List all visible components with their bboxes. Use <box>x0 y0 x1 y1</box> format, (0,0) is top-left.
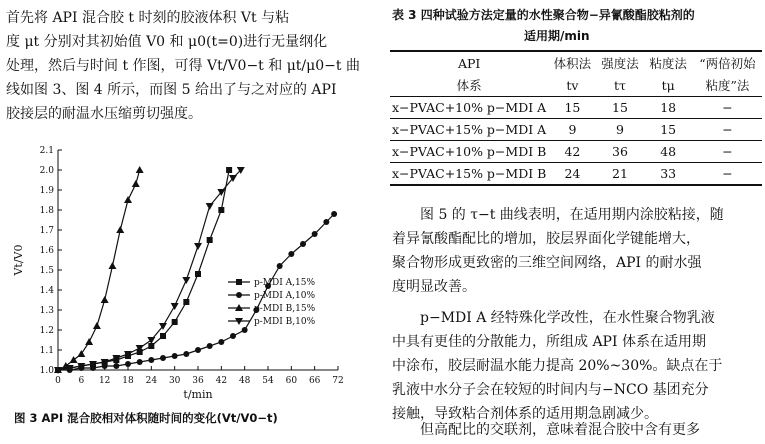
data-point <box>206 203 214 210</box>
data-point <box>124 196 132 203</box>
data-point <box>288 251 294 257</box>
table-header-cell: tμ <box>643 74 692 97</box>
legend-label: p-MDI B,10% <box>254 317 316 327</box>
right-column <box>386 0 765 444</box>
table-cell: 21 <box>597 163 644 186</box>
data-point <box>183 299 189 305</box>
text-line: 胶接层的耐温水压缩剪切强度。 <box>6 106 202 122</box>
table-cell: x−PVAC+15% p−MDI A <box>390 119 548 141</box>
figure3-line-chart <box>0 136 378 406</box>
data-point <box>148 357 154 363</box>
figure3-caption: 图 3 API 混合胶相对体积随时间的变化(Vt/V0−t) <box>14 411 278 425</box>
table3-title-line1: 表 3 四种试验方法定量的水性聚合物−异氰酸酯胶粘剂的 <box>392 8 695 22</box>
table-header-cell: tτ <box>597 74 644 97</box>
data-point <box>242 327 248 333</box>
text-line: 聚合物形成更致密的三维空间网络，API 的耐水强 <box>392 255 702 271</box>
table-cell: x−PVAC+10% p−MDI B <box>390 141 548 163</box>
legend-label: p-MDI B,15% <box>254 304 316 314</box>
table-cell: 9 <box>548 119 596 141</box>
data-point <box>108 262 116 269</box>
data-point <box>230 333 236 339</box>
y-tick-label: 1.1 <box>39 346 54 356</box>
x-tick-label: 54 <box>262 376 274 386</box>
data-point <box>136 166 144 173</box>
y-tick-label: 1.5 <box>39 266 54 276</box>
table-header-row <box>390 74 762 97</box>
table-cell: 42 <box>548 141 596 163</box>
data-point <box>207 343 213 349</box>
table-cell: 15 <box>597 97 644 119</box>
text-line: 中具有更佳的分散能力，所组成 API 体系在适用期 <box>392 334 706 350</box>
table3-title-line2: 适用期/min <box>524 29 590 43</box>
data-point <box>125 361 131 367</box>
table-row <box>390 163 762 186</box>
text-line: p−MDI A 经特殊化学改性，在水性聚合物乳液 <box>420 310 715 326</box>
table-header-row <box>390 51 762 74</box>
x-tick-label: 36 <box>192 376 204 386</box>
body-paragraph <box>392 203 764 299</box>
data-point <box>101 296 109 303</box>
data-point <box>85 338 93 345</box>
legend-label: p-MDI A,10% <box>254 291 316 301</box>
x-tick-label: 12 <box>98 376 111 386</box>
data-point <box>172 353 178 359</box>
x-tick-label: 6 <box>78 376 85 386</box>
text-line: 度明显改善。 <box>392 279 476 295</box>
data-point <box>160 333 166 339</box>
data-point <box>300 241 306 247</box>
text-line: 图 5 的 τ−t 曲线表明，在适用期内涂胶粘接，随 <box>420 207 724 223</box>
x-tick-label: 60 <box>285 376 298 386</box>
data-point <box>218 339 224 345</box>
table-cell: 24 <box>548 163 596 186</box>
data-point <box>331 211 337 217</box>
table-cell: − <box>693 119 762 141</box>
data-point <box>323 219 329 225</box>
table-header-cell: tv <box>548 74 596 97</box>
data-point <box>277 263 283 269</box>
table-header-cell: 粘度法 <box>643 51 692 74</box>
data-point <box>312 231 318 237</box>
y-tick-label: 1.8 <box>39 206 54 216</box>
text-line: 着异氰酸酯配比的增加，胶层界面化学键能增大， <box>392 231 700 247</box>
legend-label: p-MDI A,15% <box>254 278 316 288</box>
table-cell: 18 <box>643 97 692 119</box>
table-header-cell: API <box>390 51 548 74</box>
y-axis-label: Vt/V0 <box>12 244 25 276</box>
data-point <box>207 237 213 243</box>
x-tick-label: 72 <box>332 376 344 386</box>
text-line: 线如图 3、图 4 所示，而图 5 给出了与之对应的 API <box>6 82 337 98</box>
table-cell: 9 <box>597 119 644 141</box>
y-tick-label: 1.0 <box>39 366 54 376</box>
data-point <box>194 243 202 250</box>
table-cell: 15 <box>548 97 596 119</box>
left-column <box>0 0 378 444</box>
data-point <box>93 322 101 329</box>
data-point <box>182 277 190 284</box>
data-point <box>113 363 119 369</box>
table-row <box>390 141 762 163</box>
data-point <box>226 167 232 173</box>
x-tick-label: 48 <box>238 376 251 386</box>
table-header-cell: 体积法 <box>548 51 596 74</box>
table-header-cell: 体系 <box>390 74 548 97</box>
table-row <box>390 119 762 141</box>
x-tick-label: 18 <box>122 376 134 386</box>
table-cell: 15 <box>643 119 692 141</box>
table-header-cell: 强度法 <box>597 51 644 74</box>
x-tick-label: 0 <box>55 376 61 386</box>
y-tick-label: 1.3 <box>39 306 54 316</box>
y-tick-label: 1.7 <box>39 226 54 236</box>
y-tick-label: 1.6 <box>39 246 54 256</box>
text-line: 度 μt 分别对其初始值 V0 和 μ0(t=0)进行无量纲化 <box>6 34 328 50</box>
data-point <box>172 319 178 325</box>
data-point <box>195 347 201 353</box>
y-tick-label: 1.9 <box>39 186 54 196</box>
legend-marker <box>236 292 242 298</box>
body-paragraph <box>392 418 764 442</box>
data-point <box>137 359 143 365</box>
table-cell: − <box>693 163 762 186</box>
y-tick-label: 1.2 <box>39 326 54 336</box>
data-point <box>132 180 140 187</box>
data-point <box>218 207 224 213</box>
x-tick-label: 66 <box>308 376 321 386</box>
x-tick-label: 24 <box>145 376 158 386</box>
y-tick-label: 1.4 <box>39 286 54 296</box>
table-header-cell: 粘度”法 <box>693 74 762 97</box>
data-point <box>116 226 124 233</box>
text-line: 中涂布，胶层耐温水能力提高 20%~30%。缺点在于 <box>392 358 723 374</box>
data-point <box>171 303 179 310</box>
table-header-cell: “两倍初始 <box>693 51 762 74</box>
x-tick-label: 42 <box>215 376 228 386</box>
y-tick-label: 2.0 <box>39 166 54 176</box>
table-cell: 33 <box>643 163 692 186</box>
table-row <box>390 97 762 119</box>
text-line: 但高配比的交联剂，意味着混合胶中含有更多 <box>420 422 700 438</box>
intro-paragraph <box>6 6 376 126</box>
table-cell: x−PVAC+15% p−MDI B <box>390 163 548 186</box>
text-line: 处理，然后与时间 t 作图，可得 Vt/V0−t 和 μt/μ0−t 曲 <box>6 58 360 74</box>
body-paragraph <box>392 306 764 426</box>
x-tick-label: 30 <box>168 376 181 386</box>
table-cell: − <box>693 97 762 119</box>
legend-marker <box>236 279 242 285</box>
data-point <box>70 356 78 363</box>
data-point <box>160 355 166 361</box>
table-cell: 36 <box>597 141 644 163</box>
x-axis-label: t/min <box>183 388 213 401</box>
y-tick-label: 2.1 <box>39 146 54 156</box>
series-line <box>58 170 229 370</box>
table3 <box>390 50 762 186</box>
text-line: 接触，导致粘合剂体系的适用期急剧减少。 <box>392 406 658 422</box>
text-line: 乳液中水分子会在较短的时间内与−NCO 基团充分 <box>392 382 709 398</box>
text-line: 首先将 API 混合胶 t 时刻的胶液体积 Vt 与粘 <box>6 10 290 26</box>
data-point <box>195 271 201 277</box>
table-cell: x−PVAC+10% p−MDI A <box>390 97 548 119</box>
data-point <box>183 351 189 357</box>
data-point <box>77 350 85 357</box>
table-cell: 48 <box>643 141 692 163</box>
table-cell: − <box>693 141 762 163</box>
